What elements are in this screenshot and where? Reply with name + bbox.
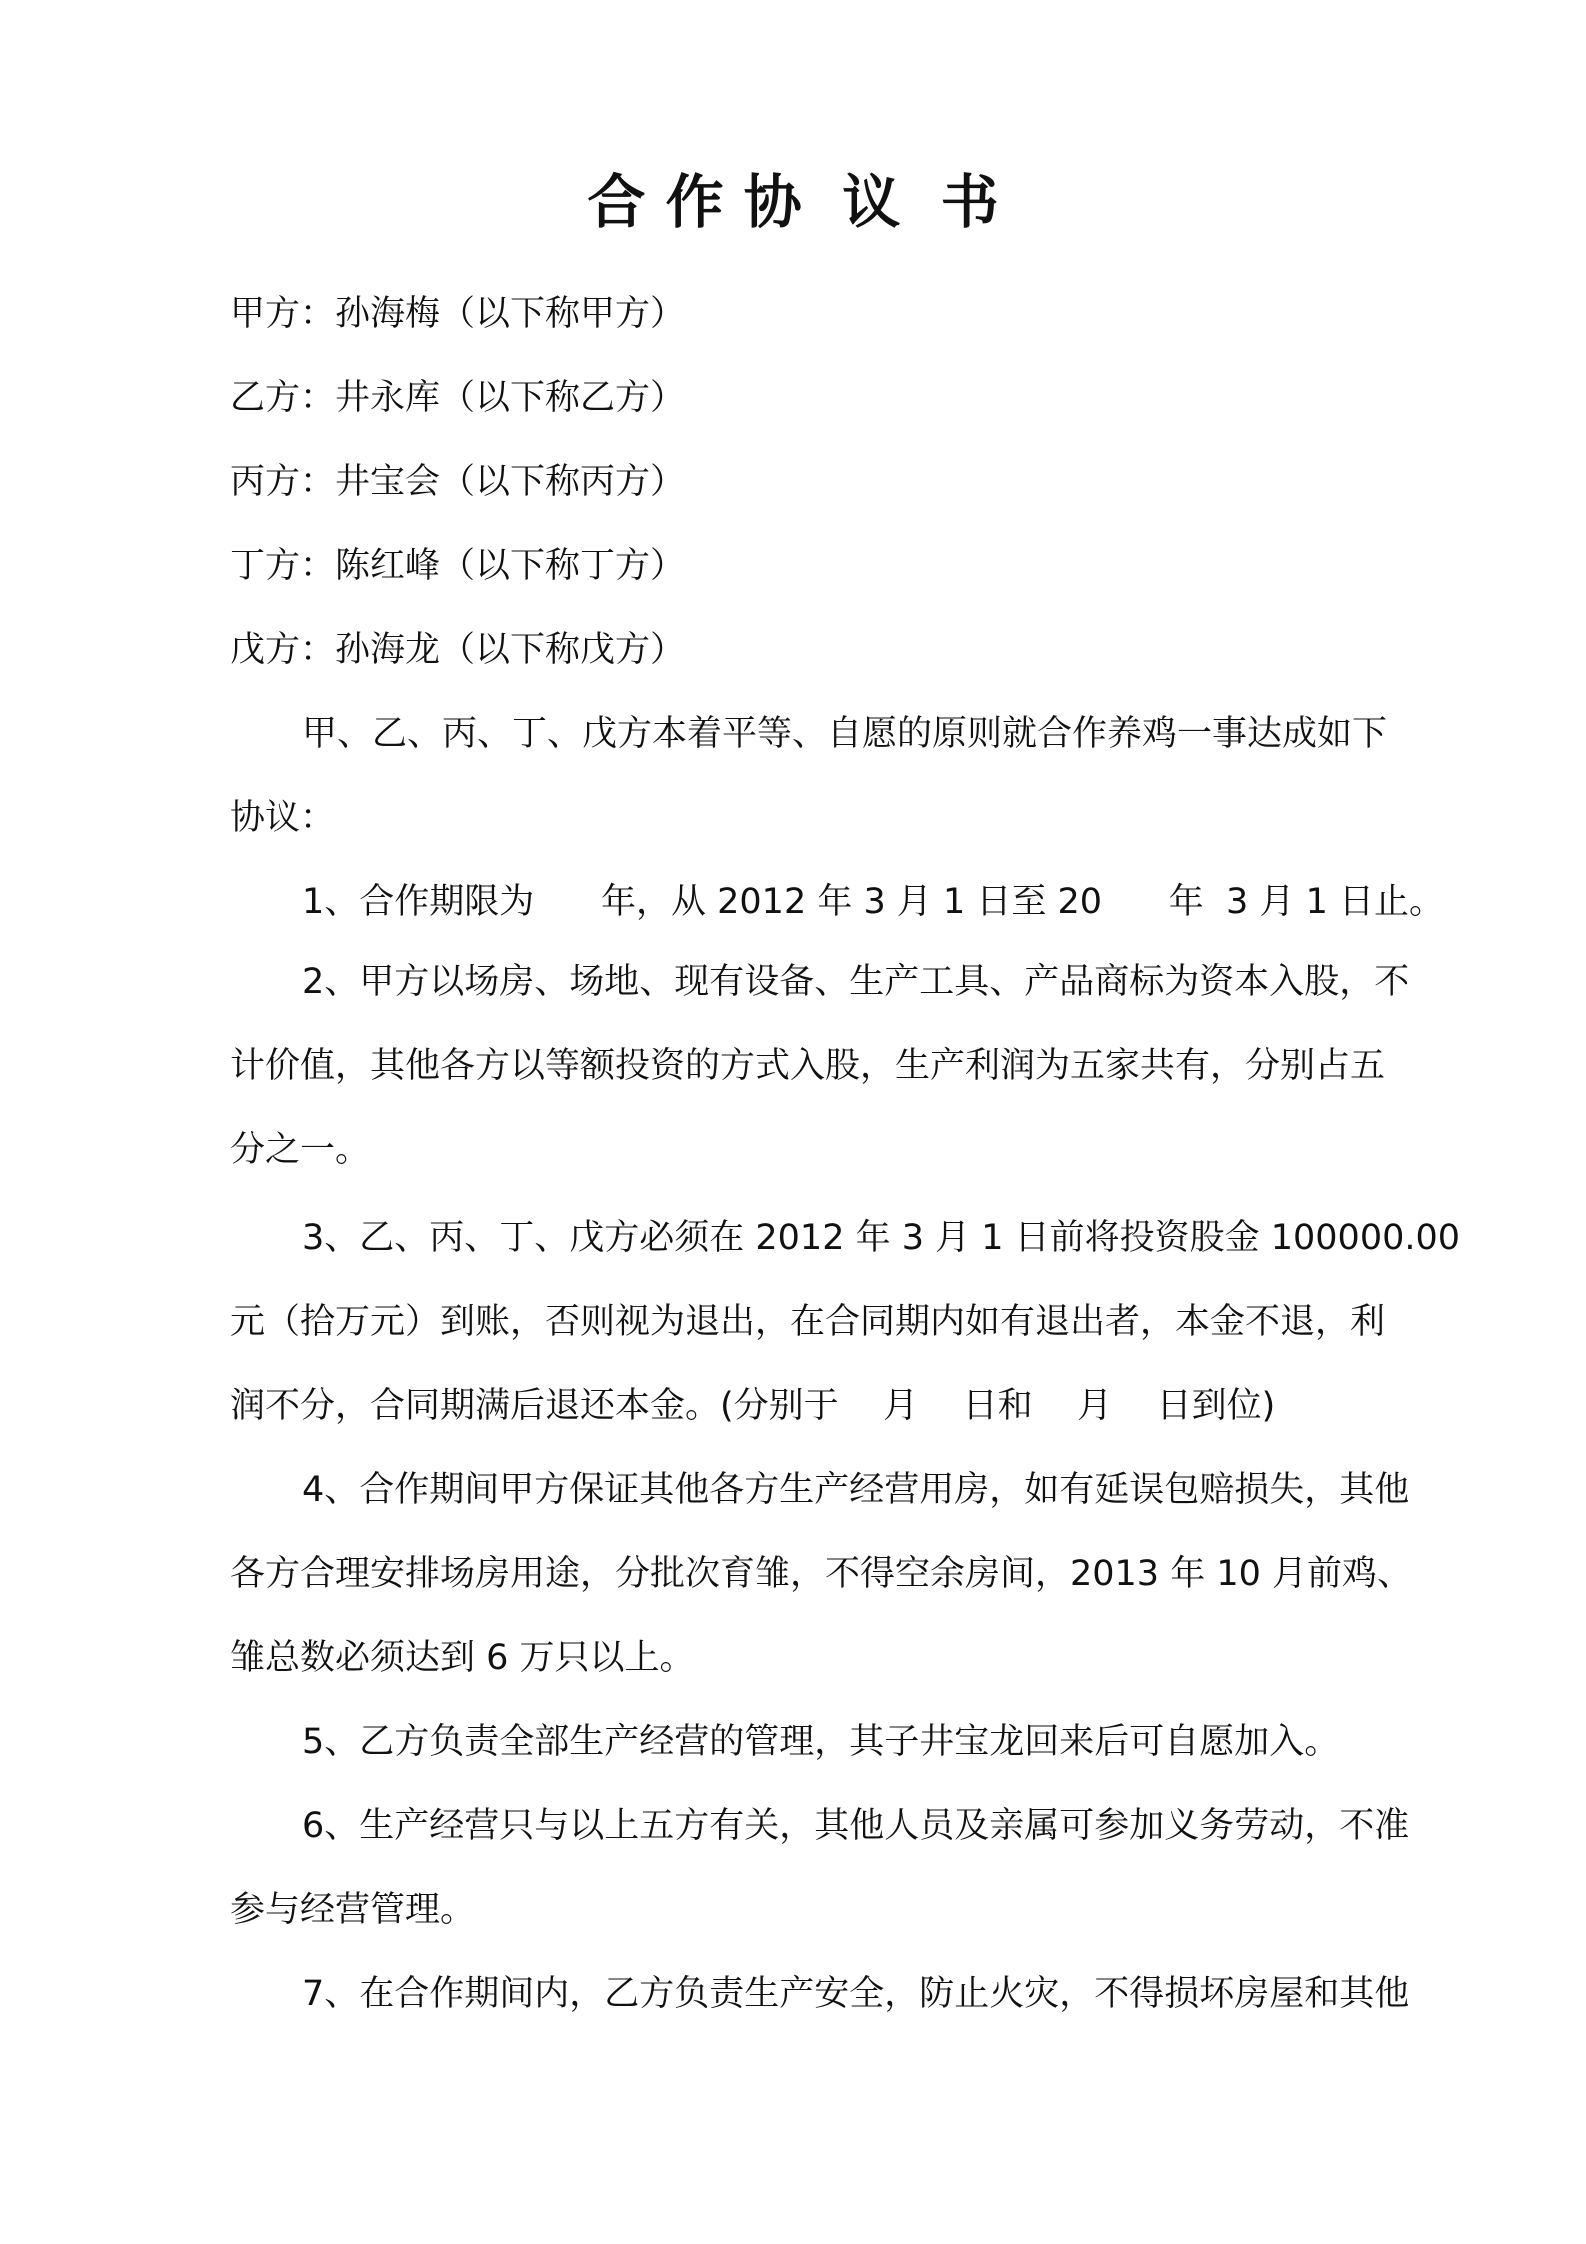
clause-line: 元（拾万元）到账，否则视为退出，在合同期内如有退出者，本金不退，利 bbox=[230, 1302, 1386, 1342]
clause-7 bbox=[230, 1952, 1480, 2036]
document-title: 合 作 协 议 书 bbox=[587, 168, 999, 236]
clause-line: 5、乙方负责全部生产经营的管理，其子井宝龙回来后可自愿加入。 bbox=[302, 1722, 1340, 1762]
clause-5 bbox=[230, 1700, 1480, 1784]
clause-line: 2、甲方以场房、场地、现有设备、生产工具、产品商标为资本入股，不 bbox=[302, 962, 1410, 1002]
party-wu: 戊方：孙海龙（以下称戊方） bbox=[230, 630, 686, 670]
clause-line: 3、乙、丙、丁、戊方必须在 2012 年 3 月 1 日前将投资股金 100000.00 bbox=[302, 1218, 1461, 1258]
intro-line: 甲、乙、丙、丁、戊方本着平等、自愿的原则就合作养鸡一事达成如下 bbox=[302, 714, 1388, 754]
intro-line: 协议： bbox=[230, 798, 336, 838]
clause-line: 分之一。 bbox=[230, 1130, 371, 1170]
clause-6 bbox=[230, 1784, 1480, 1952]
clause-line: 各方合理安排场房用途，分批次育雏，不得空余房间，2013 年 10 月前鸡、 bbox=[230, 1554, 1412, 1594]
clause-line: 4、合作期间甲方保证其他各方生产经营用房，如有延误包赔损失，其他 bbox=[302, 1470, 1410, 1510]
clause-line: 6、生产经营只与以上五方有关，其他人员及亲属可参加义务劳动，不准 bbox=[302, 1806, 1410, 1846]
party-bing: 丙方：井宝会（以下称丙方） bbox=[230, 462, 686, 502]
party-yi: 乙方：井永库（以下称乙方） bbox=[230, 378, 686, 418]
clause-2 bbox=[230, 940, 1480, 1192]
clause-line: 润不分，合同期满后退还本金。(分别于 月 日和 月 日到位) bbox=[230, 1386, 1276, 1426]
clause-1 bbox=[230, 860, 1480, 944]
clause-line: 参与经营管理。 bbox=[230, 1890, 476, 1930]
party-jia: 甲方：孙海梅（以下称甲方） bbox=[230, 294, 686, 334]
clause-line: 7、在合作期间内，乙方负责生产安全，防止火灾，不得损坏房屋和其他 bbox=[302, 1974, 1410, 2014]
intro-paragraph bbox=[230, 692, 1480, 860]
clause-line: 计价值，其他各方以等额投资的方式入股，生产利润为五家共有，分别占五 bbox=[230, 1046, 1386, 1086]
clause-4 bbox=[230, 1448, 1480, 1700]
clause-line: 雏总数必须达到 6 万只以上。 bbox=[230, 1638, 695, 1678]
party-ding: 丁方：陈红峰（以下称丁方） bbox=[230, 546, 686, 586]
clause-3 bbox=[230, 1196, 1480, 1448]
clause-line: 1、合作期限为 年，从 2012 年 3 月 1 日至 20 年 3 月 1 日止。 bbox=[302, 882, 1444, 922]
